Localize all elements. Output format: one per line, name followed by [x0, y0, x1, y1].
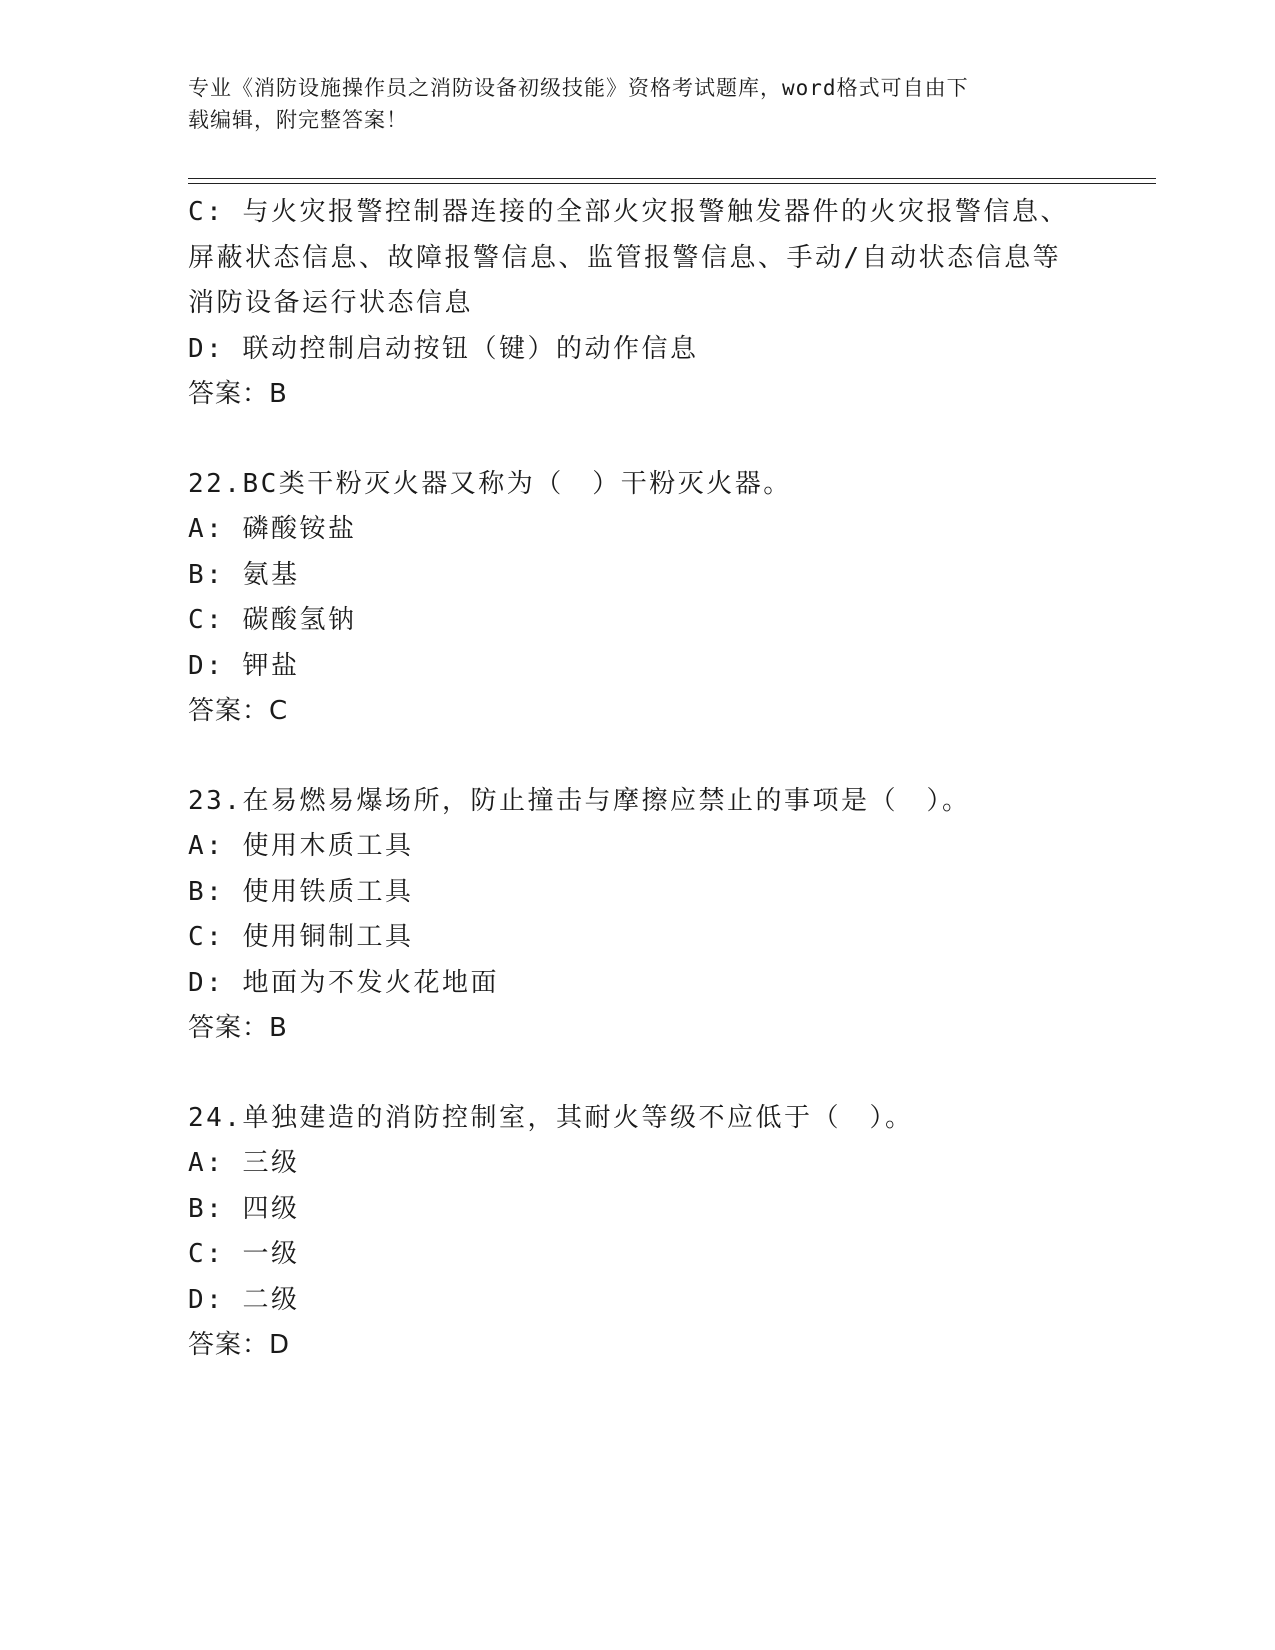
question-22 [188, 462, 1088, 735]
previous-question-tail [188, 190, 1088, 418]
option-c: C: 使用铜制工具 [188, 922, 414, 952]
option-d: D: 联动控制启动按钮（键）的动作信息 [188, 333, 699, 364]
header-line-1: 专业《消防设施操作员之消防设备初级技能》资格考试题库，word格式可自由下 [188, 76, 969, 100]
document-header [188, 72, 1088, 136]
option-c: C: 一级 [188, 1239, 300, 1269]
option-a: A: 使用木质工具 [188, 831, 414, 861]
option-d: D: 二级 [188, 1284, 300, 1315]
option-c-line-3: 消防设备运行状态信息 [188, 288, 474, 318]
option-b: B: 氨基 [188, 559, 300, 590]
option-b: B: 使用铁质工具 [188, 876, 414, 907]
question-content [188, 190, 1088, 1369]
header-divider-bottom [188, 183, 1156, 184]
option-b: B: 四级 [188, 1193, 300, 1224]
option-a: A: 三级 [188, 1148, 300, 1178]
question-23 [188, 779, 1088, 1052]
option-d: D: 钾盐 [188, 650, 300, 681]
option-c-line-1: C: 与火灾报警控制器连接的全部火灾报警触发器件的火灾报警信息、 [188, 197, 1069, 227]
option-c-line-2: 屏蔽状态信息、故障报警信息、监管报警信息、手动/自动状态信息等 [188, 242, 1062, 273]
question-stem: 24.单独建造的消防控制室，其耐火等级不应低于（ ）。 [188, 1102, 914, 1133]
answer: 答案：B [188, 379, 288, 409]
option-a: A: 磷酸铵盐 [188, 514, 357, 544]
question-stem: 22.BC类干粉灭火器又称为（ ）干粉灭火器。 [188, 468, 792, 499]
answer: 答案：B [188, 1013, 288, 1043]
answer: 答案：C [188, 696, 289, 726]
question-stem: 23.在易燃易爆场所，防止撞击与摩擦应禁止的事项是（ ）。 [188, 785, 971, 816]
answer: 答案：D [188, 1330, 291, 1360]
option-d: D: 地面为不发火花地面 [188, 967, 499, 998]
header-divider-top [188, 178, 1156, 179]
header-line-2: 载编辑，附完整答案！ [188, 108, 408, 132]
question-24 [188, 1096, 1088, 1369]
option-c: C: 碳酸氢钠 [188, 605, 357, 635]
